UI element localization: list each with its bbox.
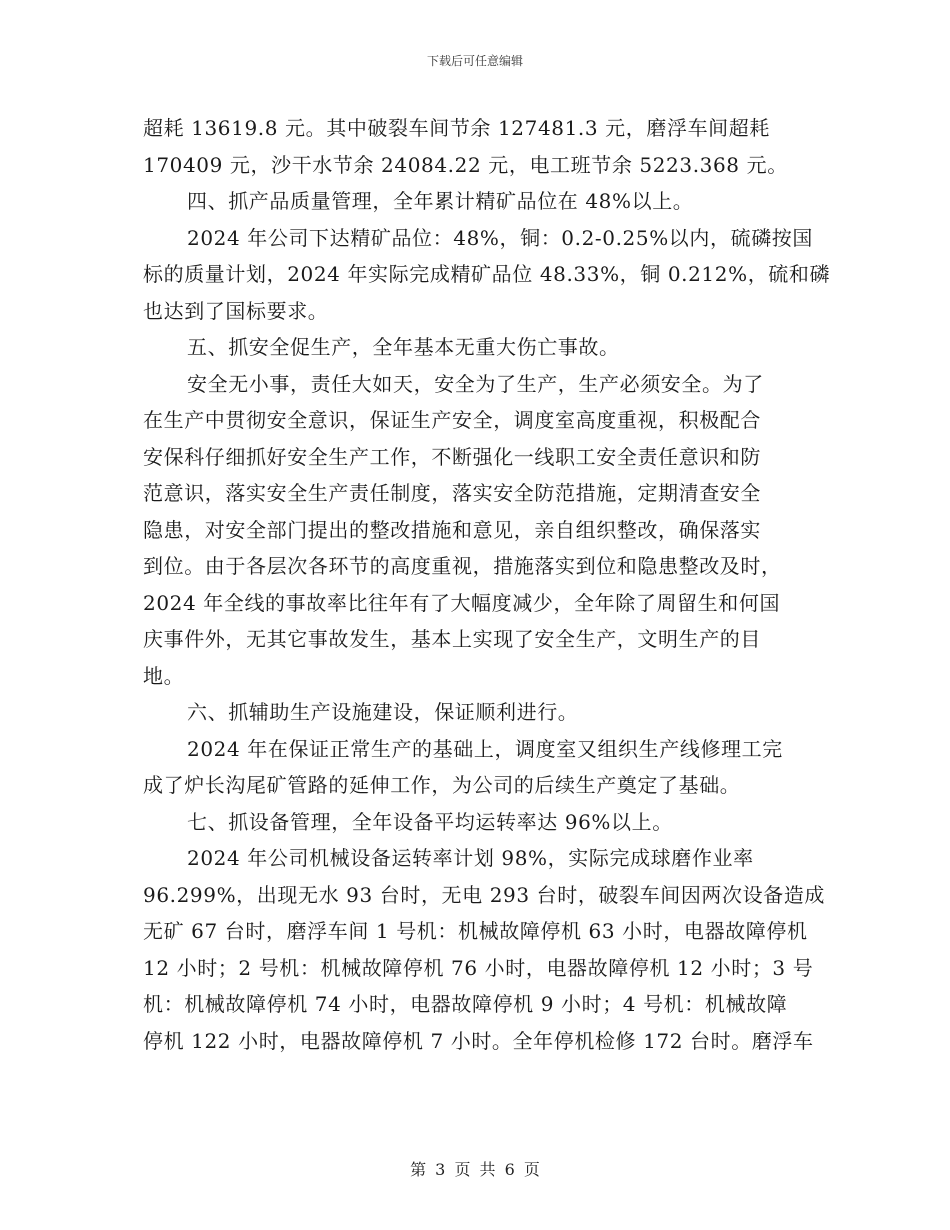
- text-line: 隐患，对安全部门提出的整改措施和意见，亲自组织整改，确保落实: [143, 517, 761, 542]
- text-line: 12 小时；2 号机：机械故障停机 76 小时，电器故障停机 12 小时；3 号: [143, 955, 814, 980]
- text-line: 在生产中贯彻安全意识，保证生产安全，调度室高度重视，积极配合: [143, 408, 761, 432]
- text-line: 范意识，落实安全生产责任制度，落实安全防范措施，定期清查安全: [143, 481, 761, 505]
- text-line: 2024 年公司下达精矿品位：48%，铜：0.2-0.25%以内，硫磷按国: [187, 225, 814, 250]
- document-body: [143, 110, 831, 1059]
- text-line: 地。: [143, 663, 185, 688]
- text-line: 也达到了国标要求。: [143, 298, 329, 323]
- text-line: 2024 年全线的事故率比往年有了大幅度减少，全年除了周留生和何国: [143, 590, 781, 615]
- text-line: 超耗 13619.8 元。其中破裂车间节余 127481.3 元，磨浮车间超耗: [143, 116, 770, 140]
- text-line: 170409 元，沙干水节余 24084.22 元，电工班节余 5223.368 元。: [143, 152, 788, 177]
- text-line: 标的质量计划，2024 年实际完成精矿品位 48.33%，铜 0.212%，硫和磷: [143, 262, 831, 286]
- page-header: 下载后可任意编辑: [426, 54, 523, 68]
- text-line: 机：机械故障停机 74 小时，电器故障停机 9 小时；4 号机：机械故障: [143, 992, 788, 1016]
- text-line: 2024 年在保证正常生产的基础上，调度室又组织生产线修理工完: [187, 736, 783, 761]
- text-line: 到位。由于各层次各环节的高度重视，措施落实到位和隐患整改及时，: [143, 554, 782, 578]
- text-line: 七、抓设备管理，全年设备平均运转率达 96%以上。: [187, 809, 673, 834]
- text-line: 成了炉长沟尾矿管路的延伸工作，为公司的后续生产奠定了基础。: [143, 773, 741, 797]
- text-line: 停机 122 小时，电器故障停机 7 小时。全年停机检修 172 台时。磨浮车: [143, 1028, 814, 1053]
- text-line: 96.299%，出现无水 93 台时，无电 293 台时，破裂车间因两次设备造成: [143, 882, 826, 907]
- text-line: 六、抓辅助生产设施建设，保证顺利进行。: [187, 700, 579, 724]
- text-line: 2024 年公司机械设备运转率计划 98%，实际完成球磨作业率: [187, 846, 754, 870]
- text-line: 四、抓产品质量管理，全年累计精矿品位在 48%以上。: [187, 189, 694, 213]
- text-line: 无矿 67 台时，磨浮车间 1 号机：机械故障停机 63 小时，电器故障停机: [143, 919, 808, 943]
- text-line: 五、抓安全促生产，全年基本无重大伤亡事故。: [187, 335, 620, 359]
- page-footer: 第 3 页 共 6 页: [410, 1160, 540, 1179]
- text-line: 安全无小事，责任大如天，安全为了生产，生产必须安全。为了: [187, 371, 764, 396]
- text-line: 庆事件外，无其它事故发生，基本上实现了安全生产，文明生产的目: [143, 627, 761, 651]
- text-line: 安保科仔细抓好安全生产工作，不断强化一线职工安全责任意识和防: [143, 444, 761, 469]
